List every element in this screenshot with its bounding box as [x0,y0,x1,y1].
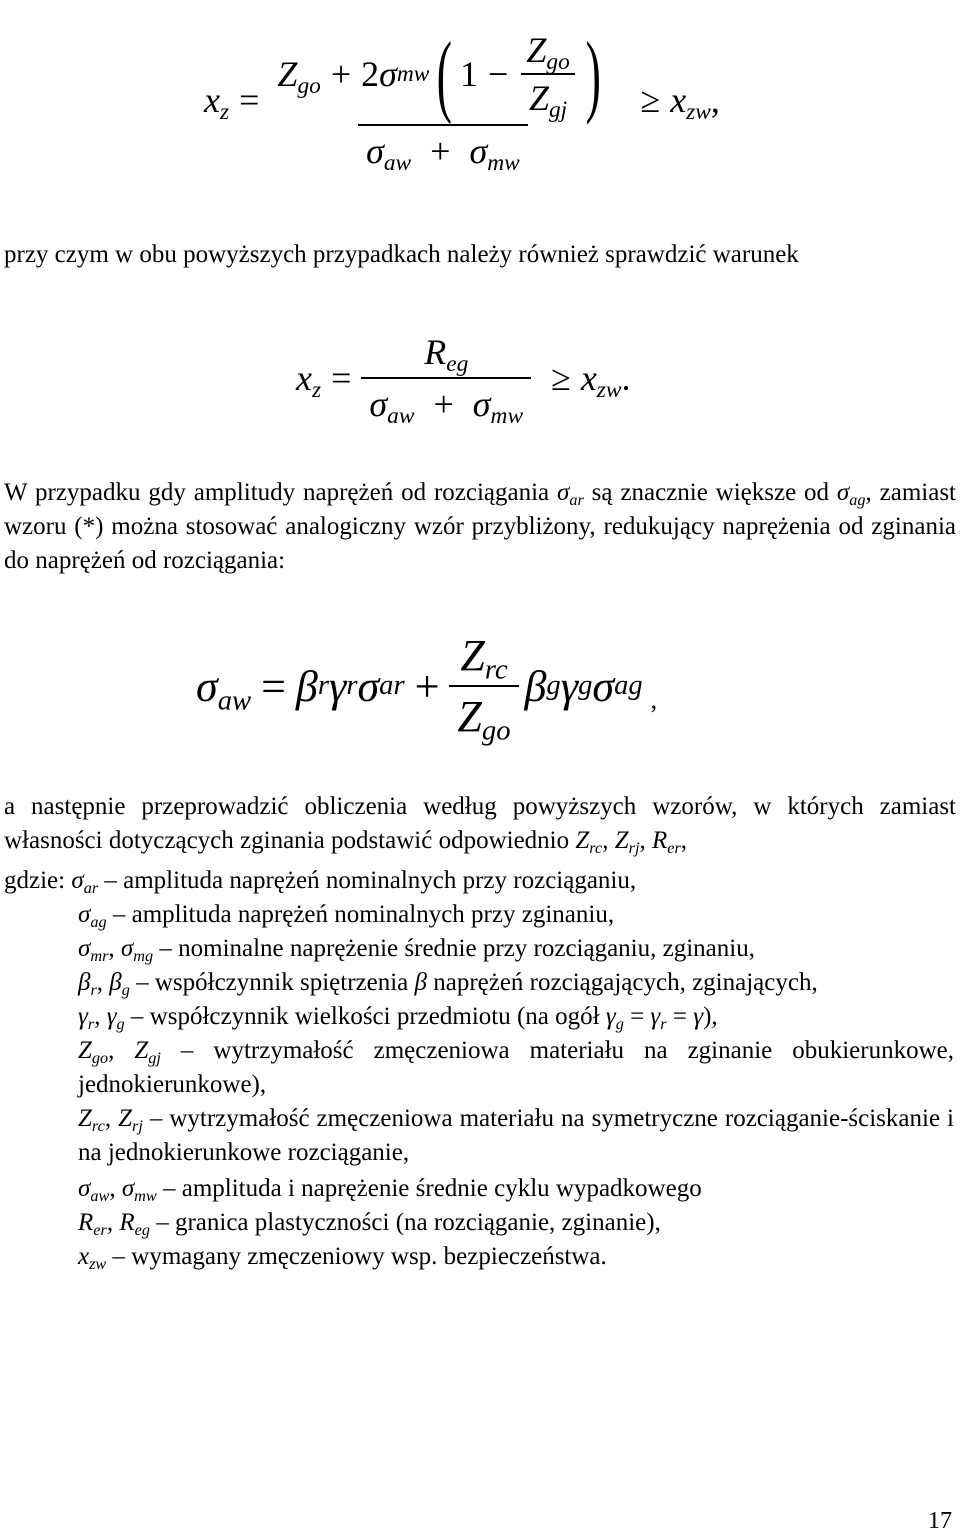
equation-equivalent-stress: $\sigma_{aw}$ = β r γ r σ ar + $\frac{Z_{rc}}{Z_{go}}$ β g γ g σ ag , [196,631,658,747]
definition-safety-factor: $x_{zw}$ – wymagany zmęczeniowy wsp. bezpieczeństwa. [78,1243,607,1273]
paragraph-substitution: a następnie przeprowadzić obliczenia według powyższych wzorów, w których zamiast własności dotyczących zginania podstawić odpowiednio $Z_{rc}$, $Z_{rj}$, $R_{er}$, [4,793,956,857]
paragraph-approximate-formula: W przypadku gdy amplitudy naprężeń od rozciągania $\sigma_{ar}$ są znacznie większe od $\sigma_{ag}$, zamiast wzoru (*) można stosować analogiczny wzór przybliżony, redukujący naprężenia od zginania do naprężeń od rozciągania: [4,479,956,574]
eq1-numerator: $Z_{go}$ + 2 σ mw ( 1 − $\frac{Z_{go}}{Z_{gj}}$ ) [277,23,601,125]
page-number: 17 [928,1508,952,1534]
definition-sigma-ar: gdzie: $\sigma_{ar}$ – amplituda naprężeń nominalnych przy rozciąganiu, [4,867,637,897]
eq1-main-fraction [269,23,616,177]
equation-safety-factor: $x_z$ = $Z_{go}$ + 2 σ mw ( 1 − $\frac{Z_{go}}{Z_{gj}}$ ) $\sigma_{aw} + \sigma_{mw}$ ≥ $x_{zw}$ , [204,23,720,177]
eq1-inner-fraction: $\frac{Z_{go}}{Z_{gj}}$ [518,29,577,119]
definition-yield-strength: $R_{er}$, $R_{eg}$ – granica plastyczności (na rozciąganie, zginanie), [78,1209,661,1239]
definition-sigma-ag: $\sigma_{ag}$ – amplituda naprężeń nominalnych przy zginaniu, [78,901,615,931]
definition-z-bending: $Z_{go}$, $Z_{gj}$ – wytrzymałość zmęczeniowa materiału na zginanie obukierunkowe, jednokierunkowe), [78,1037,954,1098]
eq1-denominator: $\sigma_{aw} + \sigma_{mw}$ [358,124,528,172]
eq1-geq: ≥ [640,80,661,120]
definition-beta: $\beta_r$, $\beta_g$ – współczynnik spiętrzenia β naprężeń rozciągających, zginających, [78,969,818,999]
paragraph-check-condition: przy czym w obu powyższych przypadkach należy również sprawdzić warunek [4,241,799,268]
eq1-lhs: $x_z$ [204,80,230,126]
eq1-equals: = [239,80,260,120]
eq3-fraction: $\frac{Z_{rc}}{Z_{go}}$ [449,630,518,742]
eq1-rhs: $x_{zw}$ [670,80,711,126]
definition-gamma: $\gamma_r$, $\gamma_g$ – współczynnik wielkości przedmiotu (na ogół $\gamma_g = \gamma_r = \gamma$), [78,1003,718,1033]
eq2-fraction: $\frac{R_{eg}}{\sigma_{aw} + \sigma_{mw}}$ [361,331,531,425]
equation-yield-condition: $x_z$ = $\frac{R_{eg}}{\sigma_{aw} + \sigma_{mw}}$ ≥ $x_{zw}$ . [296,332,631,430]
definition-sigma-mean: $\sigma_{mr}$, $\sigma_{mg}$ – nominalne naprężenie średnie przy rozciąganiu, zginaniu, [78,935,755,965]
definition-sigma-resultant: $\sigma_{aw}$, $\sigma_{mw}$ – amplituda i naprężenie średnie cyklu wypadkowego [78,1175,702,1205]
definition-z-tension: $Z_{rc}$, $Z_{rj}$ – wytrzymałość zmęczeniowa materiału na symetryczne rozciąganie-ściskanie i na jednokierunkowe rozciąganie, [78,1105,954,1166]
